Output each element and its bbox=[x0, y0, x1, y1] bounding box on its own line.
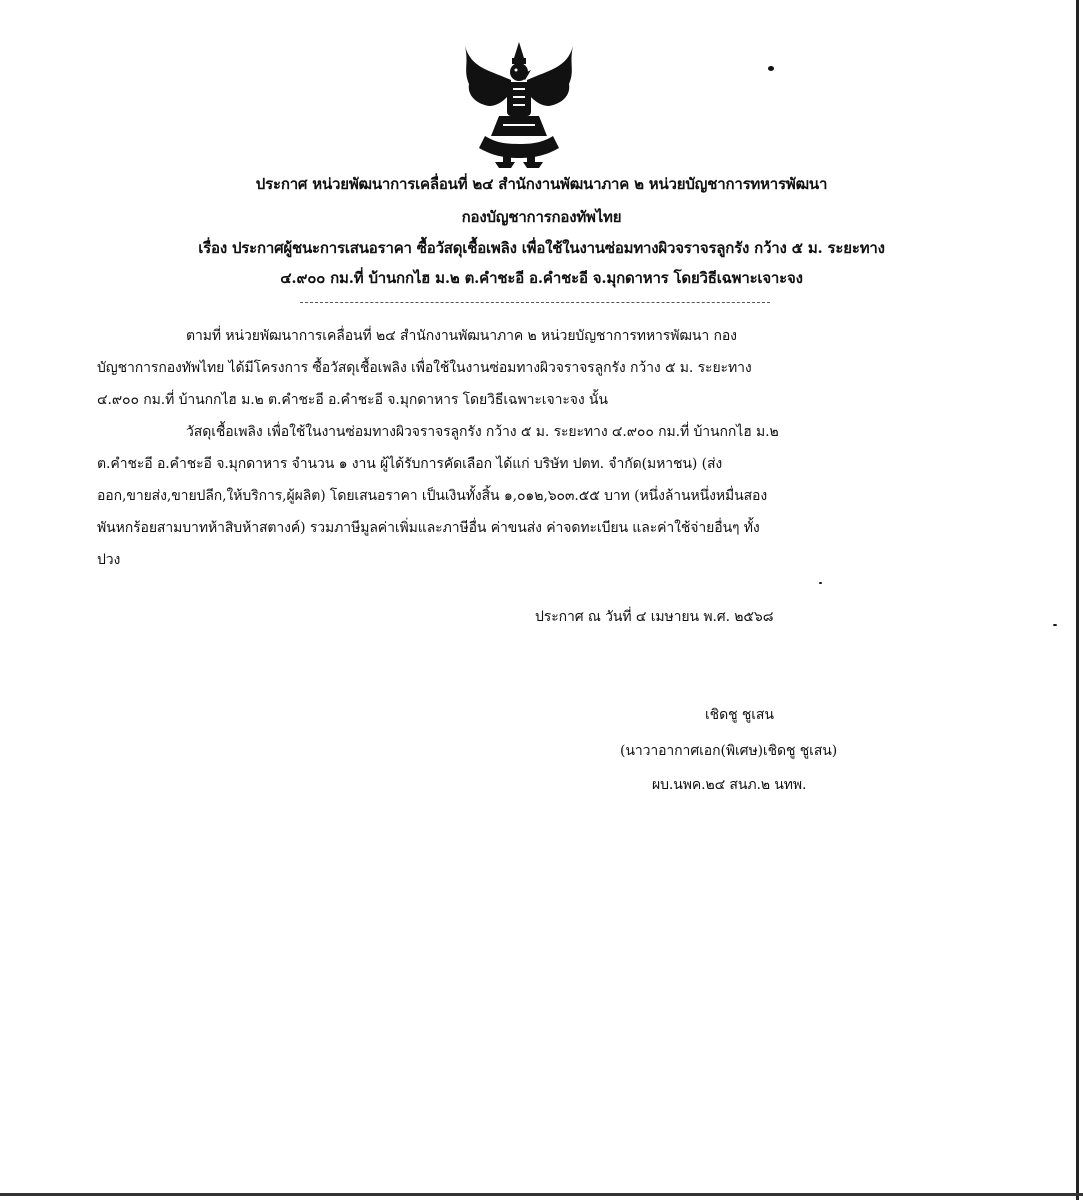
paragraph2-line: ต.คำชะอี อ.คำชะอี จ.มุกดาหาร จำนวน ๑ งาน ผู้ได้รับการคัดเลือก ได้แก่ บริษัท ปตท. จำกัด(มหาชน) (ส่ง bbox=[97, 456, 723, 472]
page-edge-bottom bbox=[0, 1193, 1083, 1196]
signature-position: ผบ.นพค.๒๔ สนภ.๒ นทพ. bbox=[652, 777, 807, 793]
scan-speck bbox=[819, 582, 822, 584]
scan-speck bbox=[768, 66, 774, 71]
paragraph2-line: วัสดุเชื้อเพลิง เพื่อใช้ในงานซ่อมทางผิวจราจรลูกรัง กว้าง ๕ ม. ระยะทาง ๔.๙๐๐ กม.ที่ บ้านกกไฮ ม.๒ bbox=[186, 424, 779, 440]
garuda-emblem-icon bbox=[459, 40, 579, 170]
paragraph2-line: พันหกร้อยสามบาทห้าสิบห้าสตางค์) รวมภาษีมูลค่าเพิ่มและภาษีอื่น ค่าขนส่ง ค่าจดทะเบียน และค่าใช้จ่ายอื่นๆ ทั้ง bbox=[97, 520, 760, 536]
signature-name: เชิดชู ชูเสน bbox=[705, 707, 774, 723]
paragraph1-line: บัญชาการกองทัพไทย ได้มีโครงการ ซื้อวัสดุเชื้อเพลิง เพื่อใช้ในงานซ่อมทางผิวจราจรลูกรัง กว้าง ๕ ม. ระยะทาง bbox=[97, 360, 752, 376]
signature-full-title: (นาวาอากาศเอก(พิเศษ)เชิดชู ชูเสน) bbox=[620, 743, 838, 759]
paragraph1-line: ๔.๙๐๐ กม.ที่ บ้านกกไฮ ม.๒ ต.คำชะอี อ.คำชะอี จ.มุกดาหาร โดยวิธีเฉพาะเจาะจง นั้น bbox=[97, 392, 608, 408]
announcement-date: ประกาศ ณ วันที่ ๔ เมษายน พ.ศ. ๒๕๖๘ bbox=[535, 609, 774, 625]
scan-speck bbox=[1053, 624, 1057, 626]
header-divider bbox=[300, 302, 770, 303]
subject-heading: เรื่อง ประกาศผู้ชนะการเสนอราคา ซื้อวัสดุเชื้อเพลิง เพื่อใช้ในงานซ่อมทางผิวจราจรลูกรัง กว้าง ๕ ม. ระยะทาง bbox=[198, 239, 885, 257]
announcement-heading: ประกาศ หน่วยพัฒนาการเคลื่อนที่ ๒๔ สำนักงานพัฒนาภาค ๒ หน่วยบัญชาการทหารพัฒนา bbox=[255, 175, 828, 193]
paragraph2-line: ปวง bbox=[97, 552, 121, 568]
organization-heading: กองบัญชาการกองทัพไทย bbox=[461, 208, 622, 226]
subject-heading-continued: ๔.๙๐๐ กม.ที่ บ้านกกไฮ ม.๒ ต.คำชะอี อ.คำชะอี จ.มุกดาหาร โดยวิธีเฉพาะเจาะจง bbox=[280, 269, 803, 287]
paragraph1-line: ตามที่ หน่วยพัฒนาการเคลื่อนที่ ๒๔ สำนักงานพัฒนาภาค ๒ หน่วยบัญชาการทหารพัฒนา กอง bbox=[186, 328, 737, 344]
paragraph2-line: ออก,ขายส่ง,ขายปลีก,ให้บริการ,ผู้ผลิต) โดยเสนอราคา เป็นเงินทั้งสิ้น ๑,๐๑๒,๖๐๓.๕๕ บาท (หนึ่งล้านหนึ่งหมื่นสอง bbox=[97, 488, 768, 504]
